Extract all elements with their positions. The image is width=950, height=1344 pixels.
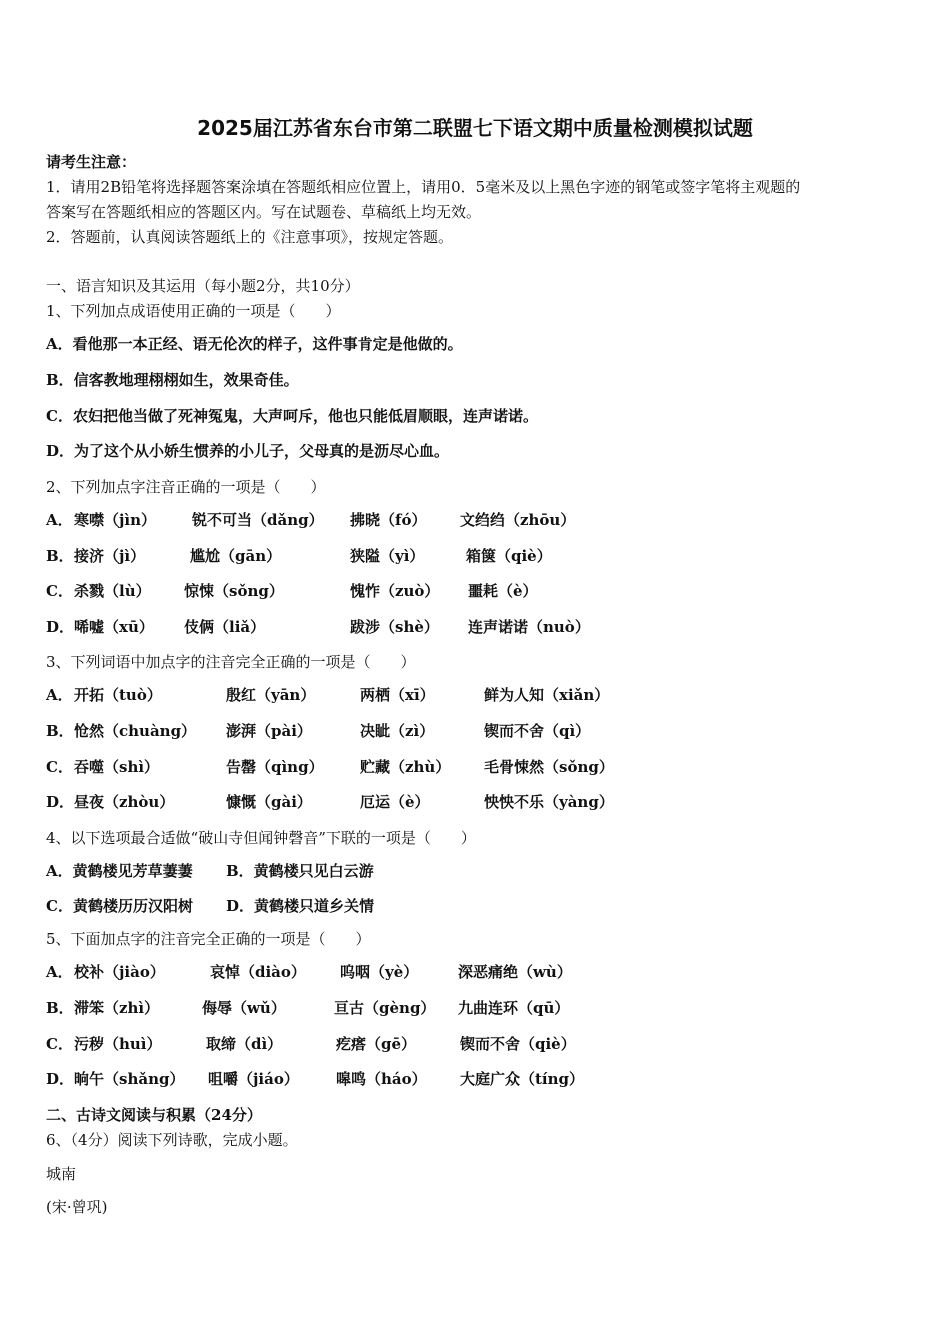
q1-option-b: B．信客教地理栩栩如生，效果奇佳。 [46,371,299,389]
option-item: 伎俩（liǎ） [184,618,266,636]
q5-option-c [46,1034,926,1054]
option-item: 两栖（xī） [360,686,435,704]
option-item: 九曲连环（qū） [458,999,570,1017]
option-item: 贮藏（zhù） [360,758,451,776]
option-item: 箱箧（qiè） [466,547,552,565]
option-label: A． [46,686,73,704]
option-item: 哀悼（diào） [210,963,306,981]
option-item: 滞笨（zhì） [74,999,160,1017]
notice-line-1a: 1．请用2B铅笔将选择题答案涂填在答题纸相应位置上，请用0．5毫米及以上黑色字迹的钢笔或签字笔将主观题的 [46,178,801,196]
q1-option-c: C．农妇把他当做了死神冤鬼，大声呵斥，他也只能低眉顺眼，连声诺诺。 [46,407,538,425]
option-item: 取缔（dì） [206,1035,283,1053]
option-label: A． [46,511,73,529]
option-item: 呜咽（yè） [340,963,419,981]
notice-heading: 请考生注意： [46,153,137,171]
notice-line-1b: 答案写在答题纸相应的答题区内。写在试题卷、草稿纸上均无效。 [46,203,482,221]
q4-option-b: B．黄鹤楼只见白云游 [226,862,374,880]
q6-stem: 6、（4分）阅读下列诗歌，完成小题。 [46,1131,298,1149]
option-item: 慷慨（gài） [226,793,312,811]
exam-title: 2025届江苏省东台市第二联盟七下语文期中质量检测模拟试题 [197,116,753,140]
option-item: 开拓（tuò） [74,686,162,704]
option-item: 愧怍（zuò） [350,582,440,600]
poem-title: 城南 [46,1165,77,1183]
option-item: 大庭广众（tíng） [460,1070,585,1088]
q1-stem: 1、下列加点成语使用正确的一项是（ ） [46,302,341,320]
option-item: 晌午（shǎng） [74,1070,185,1088]
option-label: D． [46,1070,75,1088]
q2-option-b [46,546,926,566]
option-item: 亘古（gèng） [334,999,436,1017]
q2-option-d [46,617,926,637]
q3-option-c [46,757,926,777]
option-label: C． [46,582,73,600]
option-label: D． [46,793,75,811]
option-item: 接济（jì） [74,547,146,565]
option-item: 侮辱（wǔ） [202,999,286,1017]
option-item: 怏怏不乐（yàng） [484,793,614,811]
option-item: 昼夜（zhòu） [74,793,175,811]
q2-stem: 2、下列加点字注音正确的一项是（ ） [46,478,326,496]
option-item: 锲而不舍（qiè） [460,1035,576,1053]
notice-line-2: 2．答题前，认真阅读答题纸上的《注意事项》，按规定答题。 [46,228,454,246]
q4-option-c: C．黄鹤楼历历汉阳树 [46,897,193,915]
option-item: 锲而不舍（qì） [484,722,591,740]
option-item: 吞噬（shì） [74,758,160,776]
option-item: 殷红（yān） [226,686,316,704]
q5-option-a [46,962,926,982]
option-item: 杀戮（lù） [74,582,151,600]
q1-option-a: A．看他那一本正经、语无伦次的样子，这件事肯定是他做的。 [46,335,463,353]
option-item: 澎湃（pài） [226,722,312,740]
option-item: 怆然（chuàng） [74,722,197,740]
option-item: 鲜为人知（xiǎn） [484,686,610,704]
option-label: C． [46,758,73,776]
option-label: C． [46,1035,73,1053]
option-item: 连声诺诺（nuò） [468,618,590,636]
q4-option-a: A．黄鹤楼见芳草萋萋 [46,862,193,880]
option-label: A． [46,963,73,981]
q1-option-d: D．为了这个从小娇生惯养的小儿子，父母真的是沥尽心血。 [46,442,450,460]
q3-stem: 3、下列词语中加点字的注音完全正确的一项是（ ） [46,653,416,671]
option-item: 校补（jiào） [74,963,165,981]
option-label: B． [46,547,74,565]
option-item: 污秽（huì） [74,1035,162,1053]
q3-option-d [46,792,926,812]
option-item: 咀嚼（jiáo） [208,1070,299,1088]
q5-option-b [46,998,926,1018]
option-item: 唏嘘（xū） [74,618,154,636]
q3-option-a [46,685,926,705]
q5-stem: 5、下面加点字的注音完全正确的一项是（ ） [46,930,371,948]
section-1-heading: 一、语言知识及其运用（每小题2分，共10分） [46,277,360,295]
option-item: 嗥鸣（háo） [336,1070,427,1088]
q4-options-cd [46,896,926,916]
q3-option-b [46,721,926,741]
option-item: 跋涉（shè） [350,618,439,636]
option-item: 锐不可当（dǎng） [192,511,324,529]
option-item: 深恶痛绝（wù） [458,963,572,981]
option-item: 狭隘（yì） [350,547,425,565]
option-label: D． [46,618,75,636]
q4-option-d: D．黄鹤楼只道乡关情 [226,897,375,915]
option-label: B． [46,999,74,1017]
option-item: 文绉绉（zhōu） [460,511,576,529]
option-item: 惊悚（sǒng） [184,582,284,600]
poem-author: (宋·曾巩) [46,1198,108,1216]
option-item: 疙瘩（gē） [336,1035,417,1053]
section-2-heading: 二、古诗文阅读与积累（24分） [46,1106,262,1124]
option-item: 寒噤（jìn） [74,511,157,529]
q4-stem: 4、以下选项最合适做“破山寺但闻钟磬音”下联的一项是（ ） [46,829,476,847]
option-item: 毛骨悚然（sǒng） [484,758,614,776]
option-item: 拂晓（fó） [350,511,427,529]
q2-option-c [46,581,926,601]
option-item: 决眦（zì） [360,722,435,740]
option-item: 噩耗（è） [468,582,538,600]
option-item: 告罄（qìng） [226,758,324,776]
option-item: 厄运（è） [360,793,430,811]
q5-option-d [46,1069,926,1089]
q4-options-ab [46,861,926,881]
option-label: B． [46,722,74,740]
q2-option-a [46,510,926,530]
option-item: 尴尬（gān） [190,547,282,565]
